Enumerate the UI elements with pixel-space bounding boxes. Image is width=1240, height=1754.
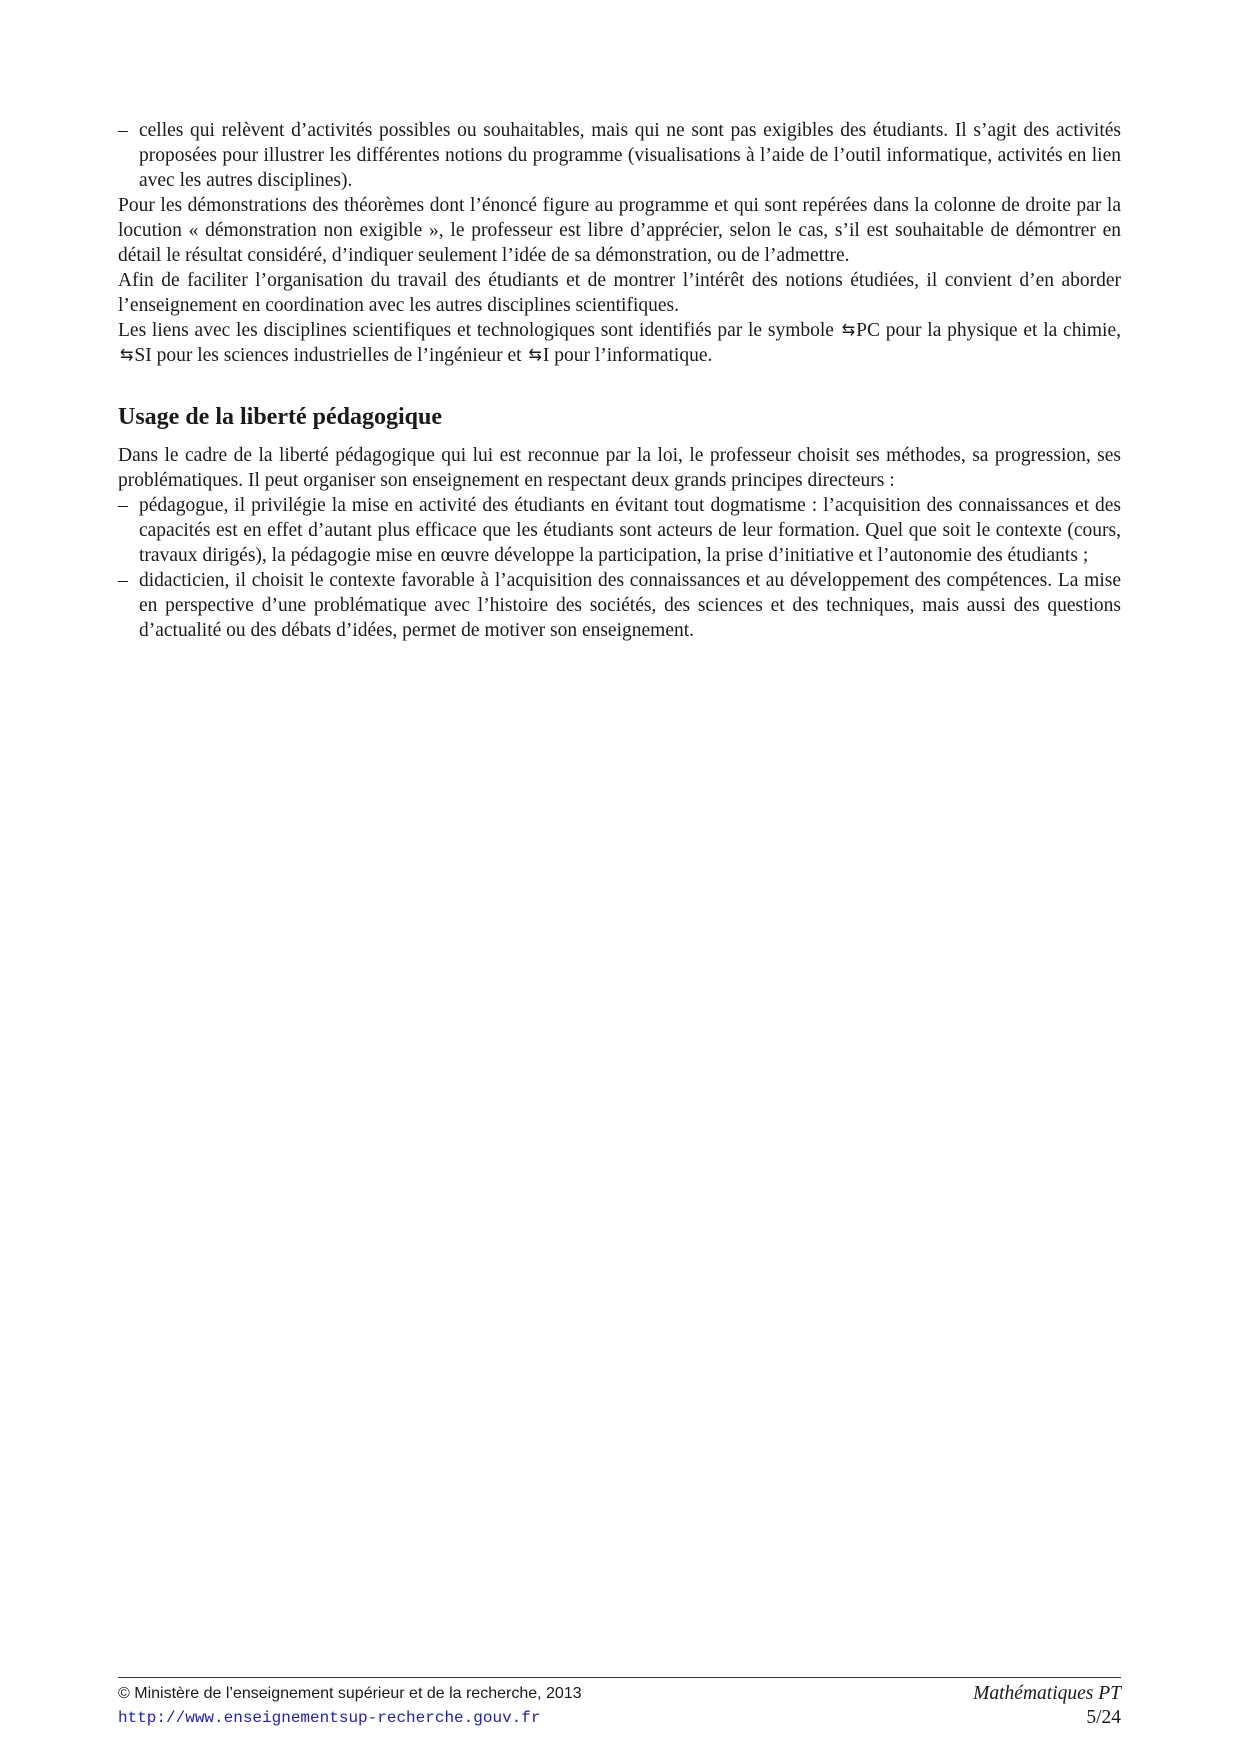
footer-copyright: © Ministère de l’enseignement supérieur et de la recherche, 2013 xyxy=(118,1685,582,1702)
page-number: 5/24 xyxy=(1086,1707,1121,1728)
footer-url-link[interactable]: http://www.enseignementsup-recherche.gouv.fr xyxy=(118,1709,541,1727)
footer-left xyxy=(118,1682,818,1730)
list-item-text: celles qui relèvent d’activités possibles ou souhaitables, mais qui ne sont pas exigibles des étudiants. Il s’agit des activités proposées pour illustrer les différentes notions du programme (visualisations à l’aide de l’outil informatique, activités en lien avec les autres disciplines). xyxy=(139,120,1121,191)
paragraph-links xyxy=(118,318,1121,368)
dash-bullet: – xyxy=(118,570,128,591)
footer-right xyxy=(821,1682,1121,1730)
links-si: SI pour les sciences industrielles de l’ingénieur et xyxy=(134,345,522,366)
dash-bullet: – xyxy=(118,495,128,516)
paragraph-organisation: Afin de faciliter l’organisation du travail des étudiants et de montrer l’intérêt des notions étudiées, il convient d’en aborder l’enseignement en coordination avec les autres disciplines scientifiques. xyxy=(118,270,1121,316)
section-paragraph: Dans le cadre de la liberté pédagogique qui lui est reconnue par la loi, le professeur choisit ses méthodes, sa progression, ses problématiques. Il peut organiser son enseignement en respectant deux grands principes directeurs : xyxy=(118,445,1121,491)
link-arrows-icon: ⇆ xyxy=(528,347,541,364)
link-arrows-icon: ⇆ xyxy=(841,322,855,339)
link-arrows-icon: ⇆ xyxy=(120,347,133,364)
dash-bullet: – xyxy=(118,120,128,141)
links-text: Les liens avec les disciplines scientifiques et technologiques sont identifiés par le symbole xyxy=(118,320,834,341)
paragraph-demonstrations: Pour les démonstrations des théorèmes dont l’énoncé figure au programme et qui sont repérées dans la colonne de droite par la locution « démonstration non exigible », le professeur est libre d’apprécier, selon le cas, s’il est souhaitable de démontrer en détail le résultat considéré, d’indiquer seulement l’idée de sa démonstration, ou de l’admettre. xyxy=(118,195,1121,266)
list-item xyxy=(118,118,1121,193)
footer-divider xyxy=(118,1677,1121,1678)
list-item-text: didacticien, il choisit le contexte favorable à l’acquisition des connaissances et au développement des compétences. La mise en perspective d’une problématique avec l’histoire des sociétés, des sciences et des techniques, mais aussi des questions d’actualité ou des débats d’idées, permet de motiver son enseignement. xyxy=(139,570,1121,641)
list-item xyxy=(118,493,1121,568)
links-info: I pour l’informatique. xyxy=(542,345,713,366)
footer-subject: Mathématiques PT xyxy=(973,1683,1121,1704)
list-item xyxy=(118,568,1121,643)
links-pc: PC pour la physique et la chimie, xyxy=(856,320,1121,341)
document-body xyxy=(118,118,1121,643)
list-item-text: pédagogue, il privilégie la mise en activité des étudiants en évitant tout dogmatisme : l’acquisition des connaissances et des capacités est en effet d’autant plus efficace que les étudiants sont acteurs de leur formation. Quel que soit le contexte (cours, travaux dirigés), la pédagogie mise en œuvre développe la participation, la prise d’initiative et l’autonomie des étudiants ; xyxy=(139,495,1121,566)
section-title: Usage de la liberté pédagogique xyxy=(118,404,442,430)
